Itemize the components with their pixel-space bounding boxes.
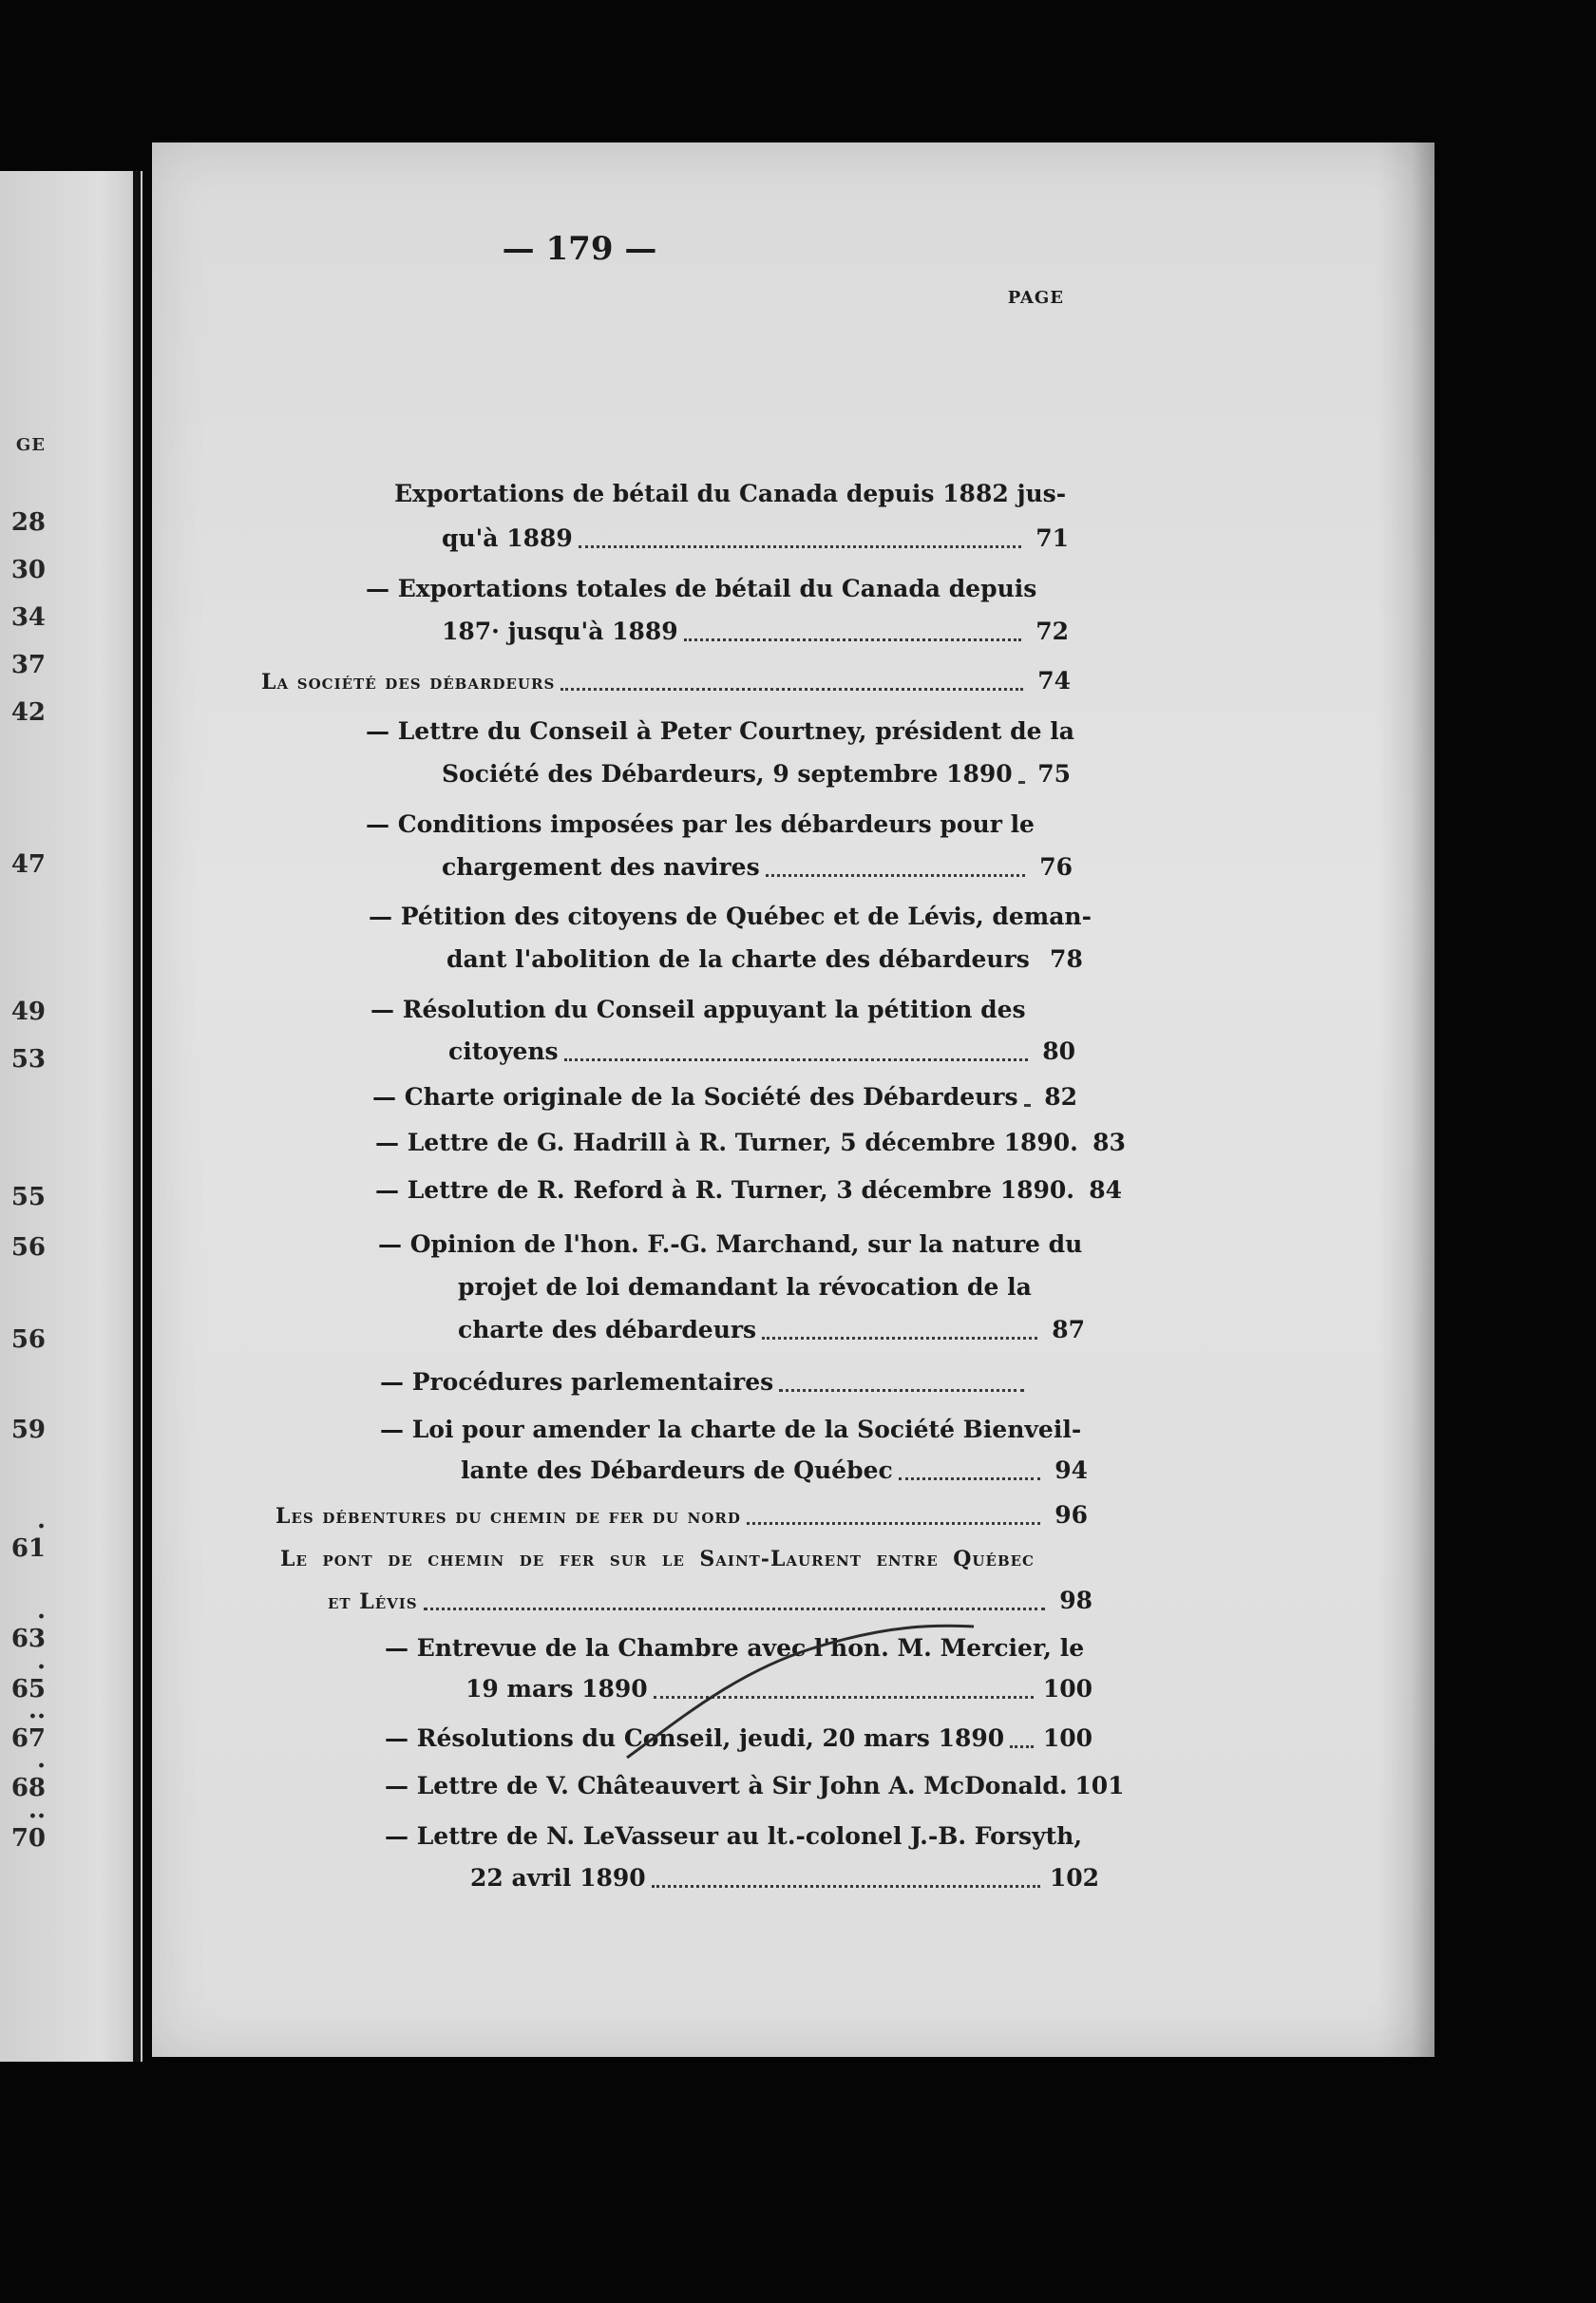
left-page-number: 59 <box>10 1416 46 1444</box>
left-page-number: 42 <box>10 698 46 727</box>
toc-entry: — Exportations totales de bétail du Canada depuis <box>366 575 1037 602</box>
toc-entry-section: La société des débardeurs 74 <box>261 667 1071 695</box>
toc-entry-section: Le pont de chemin de fer sur le Saint-Laurent entre Québec <box>280 1547 1035 1571</box>
left-page-number: 28 <box>10 508 46 537</box>
toc-entry: — Procédures parlementaires <box>380 1368 1030 1399</box>
left-page-number: 34 <box>10 603 46 632</box>
left-page-number: 37 <box>10 651 46 679</box>
toc-entry: — Entrevue de la Chambre avec l'hon. M. Mercier, le <box>385 1634 1085 1662</box>
left-page-number: 53 <box>10 1045 46 1074</box>
toc-entry: — Opinion de l'hon. F.-G. Marchand, sur la nature du <box>378 1230 1083 1258</box>
leader-dots <box>652 1872 1040 1888</box>
toc-page-number: 94 <box>1054 1456 1088 1484</box>
left-page-number: 56 <box>10 1233 46 1262</box>
leader-dots <box>899 1464 1040 1480</box>
leader-dots <box>684 625 1021 641</box>
left-page-number: 30 <box>10 556 46 584</box>
toc-entry: — Résolution du Conseil appuyant la pétition des <box>370 996 1026 1023</box>
toc-entry: — Pétition des citoyens de Québec et de Lévis, deman- <box>369 903 1092 930</box>
toc-entry: — Lettre de N. LeVasseur au lt.-colonel J.-B. Forsyth, <box>385 1822 1083 1850</box>
toc-entry-section: et Lévis 98 <box>328 1587 1092 1614</box>
toc-entry: lante des Débardeurs de Québec 94 <box>461 1456 1088 1484</box>
toc-entry: citoyens 80 <box>448 1037 1075 1065</box>
left-page-number: 55 <box>10 1183 46 1211</box>
toc-entry: — Lettre du Conseil à Peter Courtney, président de la <box>366 717 1074 745</box>
toc-entry: 22 avril 1890 102 <box>470 1864 1099 1892</box>
leader-dots <box>779 1376 1024 1392</box>
leader-dots <box>1010 1732 1034 1748</box>
toc-entry: — Lettre de G. Hadrill à R. Turner, 5 décembre 1890. 83 <box>375 1129 1126 1156</box>
toc-page-number: 74 <box>1037 667 1071 695</box>
toc-entry: 187· jusqu'à 1889 72 <box>442 618 1069 645</box>
toc-entry: Exportations de bétail du Canada depuis 1882 jus- <box>394 480 1067 507</box>
toc-entry: — Charte originale de la Société des Débardeurs 82 <box>372 1083 1077 1111</box>
toc-page-number: 87 <box>1052 1316 1085 1343</box>
leader-dots <box>564 1045 1028 1061</box>
leader-dots <box>579 532 1021 548</box>
toc-page-number: 75 <box>1037 760 1071 788</box>
leader-dots <box>762 1323 1037 1340</box>
toc-entry: — Conditions imposées par les débardeurs pour le <box>366 810 1035 838</box>
leader-dots <box>766 861 1025 877</box>
toc-entry: — Résolutions du Conseil, jeudi, 20 mars 1890 100 <box>385 1724 1092 1752</box>
left-page-number: .. 70 <box>10 1796 46 1853</box>
toc-page-number: 84 <box>1089 1176 1122 1204</box>
left-page-number: .. 67 <box>10 1696 46 1753</box>
leader-dots <box>424 1594 1045 1610</box>
left-page-number: 49 <box>10 998 46 1026</box>
toc-page-number: 98 <box>1059 1587 1092 1614</box>
toc-entry: — Lettre de R. Reford à R. Turner, 3 décembre 1890. 84 <box>375 1176 1122 1204</box>
toc-entry: — Loi pour amender la charte de la Société Bienveil- <box>380 1416 1082 1443</box>
toc-page-number: 83 <box>1092 1129 1126 1156</box>
leader-dots <box>560 675 1023 691</box>
leader-dots <box>1024 1091 1030 1107</box>
page-number: — 179 — <box>502 230 657 268</box>
toc-page-number: 100 <box>1042 1675 1092 1703</box>
toc-entry: 19 mars 1890 100 <box>466 1675 1092 1703</box>
left-page-number: 47 <box>10 850 46 879</box>
toc-entry: chargement des navires 76 <box>442 853 1073 881</box>
toc-page-number: 80 <box>1042 1037 1075 1065</box>
toc-page-number: 101 <box>1074 1772 1125 1799</box>
toc-entry-section: Les débentures du chemin de fer du nord 96 <box>276 1501 1088 1529</box>
left-page-number: . 63 <box>10 1596 46 1653</box>
pen-stroke-mark <box>622 1615 983 1767</box>
toc-page-number: 71 <box>1036 524 1069 552</box>
toc-entry: — Lettre de V. Châteauvert à Sir John A. McDonald. 101 <box>385 1772 1125 1799</box>
toc-page-number: 102 <box>1049 1864 1099 1892</box>
left-page-number: . 65 <box>10 1646 46 1703</box>
toc-page-number: 100 <box>1042 1724 1092 1752</box>
toc-page-number: 96 <box>1054 1501 1088 1529</box>
page-column-header: PAGE <box>1007 288 1064 308</box>
leader-dots <box>747 1509 1040 1525</box>
toc-entry: qu'à 1889 71 <box>442 524 1069 552</box>
toc-page-number: 72 <box>1036 618 1069 645</box>
toc-entry: Société des Débardeurs, 9 septembre 1890 75 <box>442 760 1071 788</box>
toc-entry: charte des débardeurs 87 <box>458 1316 1085 1343</box>
left-page-header: GE <box>15 435 46 455</box>
toc-page-number: 76 <box>1039 853 1073 881</box>
toc-entry: dant l'abolition de la charte des débardeurs 78 <box>446 945 1083 973</box>
left-page-number: 56 <box>10 1325 46 1354</box>
toc-page-number: 82 <box>1044 1083 1077 1111</box>
left-page-number: . 61 <box>10 1506 46 1563</box>
leader-dots <box>1018 768 1023 784</box>
toc-page-number: 78 <box>1050 945 1083 973</box>
left-page-number: . 68 <box>10 1745 46 1802</box>
toc-entry: projet de loi demandant la révocation de la <box>458 1273 1032 1301</box>
